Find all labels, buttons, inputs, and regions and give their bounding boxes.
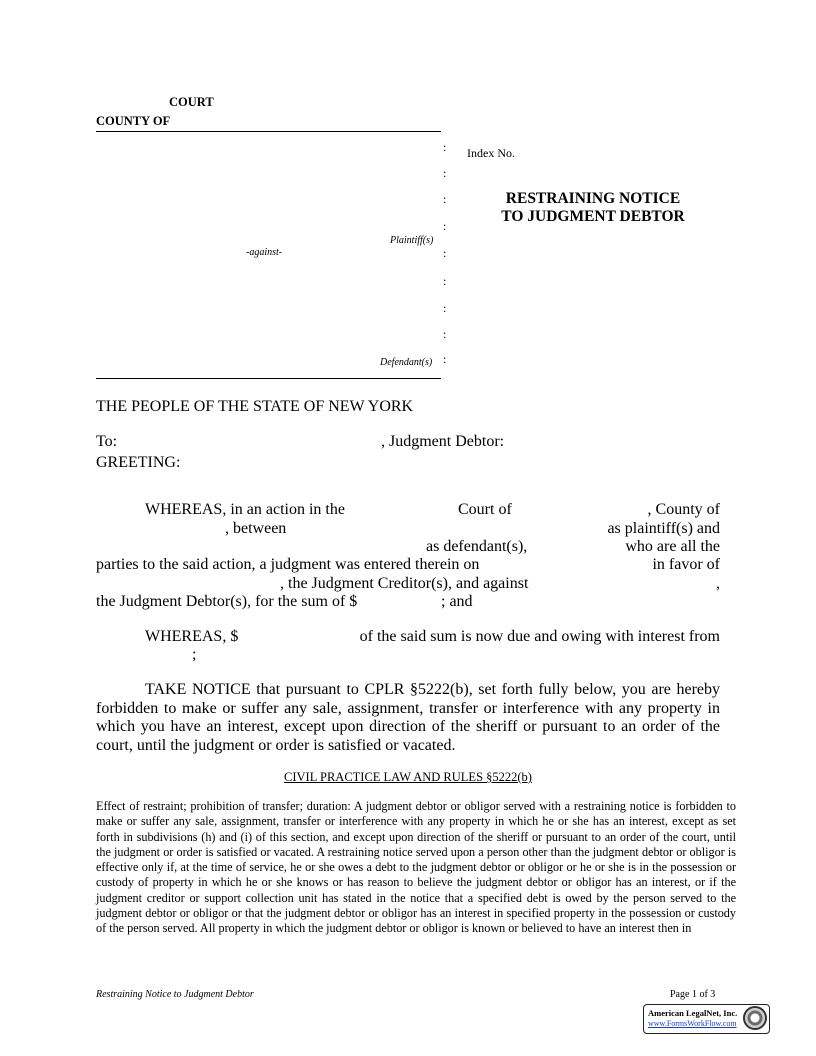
whereas1-text: , between [225,520,287,537]
caption-bottom-rule [96,378,441,379]
take-notice-paragraph [96,681,720,755]
document-title-line: RESTRAINING NOTICE [505,190,681,207]
county-label: COUNTY OF [96,114,171,128]
whereas1-text: parties to the said action, a judgment was entered therein on [96,556,480,573]
whereas1-text: WHEREAS, in an action in the [145,501,345,518]
caption-colon: : [443,219,447,233]
document-title [467,190,719,226]
cplr-statute-text: Effect of restraint; prohibition of transfer; duration: A judgment debtor or obligor served with a restraining notice is forbidden to make or suffer any sale, assignment, transfer or interference with any property in which he or she has an interest, except as set forth in subdivisions (h) and (i) of this section, and except upon direction of the sheriff or pursuant to an order of the court, until the judgment or order is satisfied or vacated. A restraining notice served upon a person other than the judgment debtor or obligor is effective only if, at the time of service, he or she owes a debt to the judgment debtor or obligor or he or she is in the possession or custody of property in which he or she knows or has reason to believe the judgment debtor or obligor has an interest, or if the judgment creditor or support collection unit has stated in the notice that a specified debt is owed by the person served to the judgment debtor or obligor or that the judgment debtor or obligor has an interest in specified property in the possession or custody of the person served. All property in which the judgment debtor or obligor is known or believed to have an interest then in [96,799,736,936]
whereas1-text: , the Judgment Creditor(s), and against [280,575,529,592]
whereas1-text: , County of [647,501,720,518]
caption-colon: : [443,192,447,206]
defendants-label: Defendant(s) [380,357,433,368]
people-heading: THE PEOPLE OF THE STATE OF NEW YORK [96,398,414,415]
whereas1-text: who are all the [625,538,720,555]
whereas1-text: ; and [441,593,473,610]
greeting-label: GREETING: [96,454,181,471]
caption-colon: : [443,140,447,154]
whereas2-text: of the said sum is now due and owing with interest from [359,628,720,645]
whereas1-text: as plaintiff(s) and [607,520,720,537]
publisher-logo[interactable] [643,1004,770,1034]
whereas1-text: the Judgment Debtor(s), for the sum of $ [96,593,358,610]
whereas1-text: , [716,575,720,592]
whereas2-text: ; [192,646,197,663]
to-label: To: [96,433,118,450]
caption-colon: : [443,274,447,288]
caption-colon: : [443,301,447,315]
logo-website-link[interactable]: www.FormsWorkFlow.com [648,1019,737,1028]
logo-company-name: American LegalNet, Inc. [648,1008,738,1018]
plaintiffs-label: Plaintiff(s) [390,235,434,246]
caption-top-rule [96,131,441,132]
footer-form-name: Restraining Notice to Judgment Debtor [96,989,254,1000]
seal-icon [743,1006,767,1030]
judgment-debtor-label: , Judgment Debtor: [381,433,505,450]
whereas1-text: in favor of [652,556,720,573]
take-notice-text: TAKE NOTICE that pursuant to CPLR §5222(b), set forth fully below, you are hereby forbidden to make or suffer any sale, assignment, transfer or interference with any property in which you have an interest, except upon direction of the sheriff or pursuant to an order of the court, until the judgment or order is satisfied or vacated. [96,681,720,754]
caption-colon: : [443,246,447,260]
against-label: -against- [246,247,283,258]
whereas2-text: WHEREAS, $ [145,628,239,645]
caption-colon: : [443,352,447,366]
cplr-heading: CIVIL PRACTICE LAW AND RULES §5222(b) [284,770,532,784]
whereas1-text: as defendant(s), [426,538,528,555]
court-label: COURT [169,95,214,109]
caption-colon: : [443,166,447,180]
document-title-line: TO JUDGMENT DEBTOR [501,208,685,225]
index-number-label: Index No. [467,146,515,160]
caption-colon: : [443,327,447,341]
whereas1-text: Court of [458,501,512,518]
page-number: Page 1 of 3 [670,989,716,1000]
